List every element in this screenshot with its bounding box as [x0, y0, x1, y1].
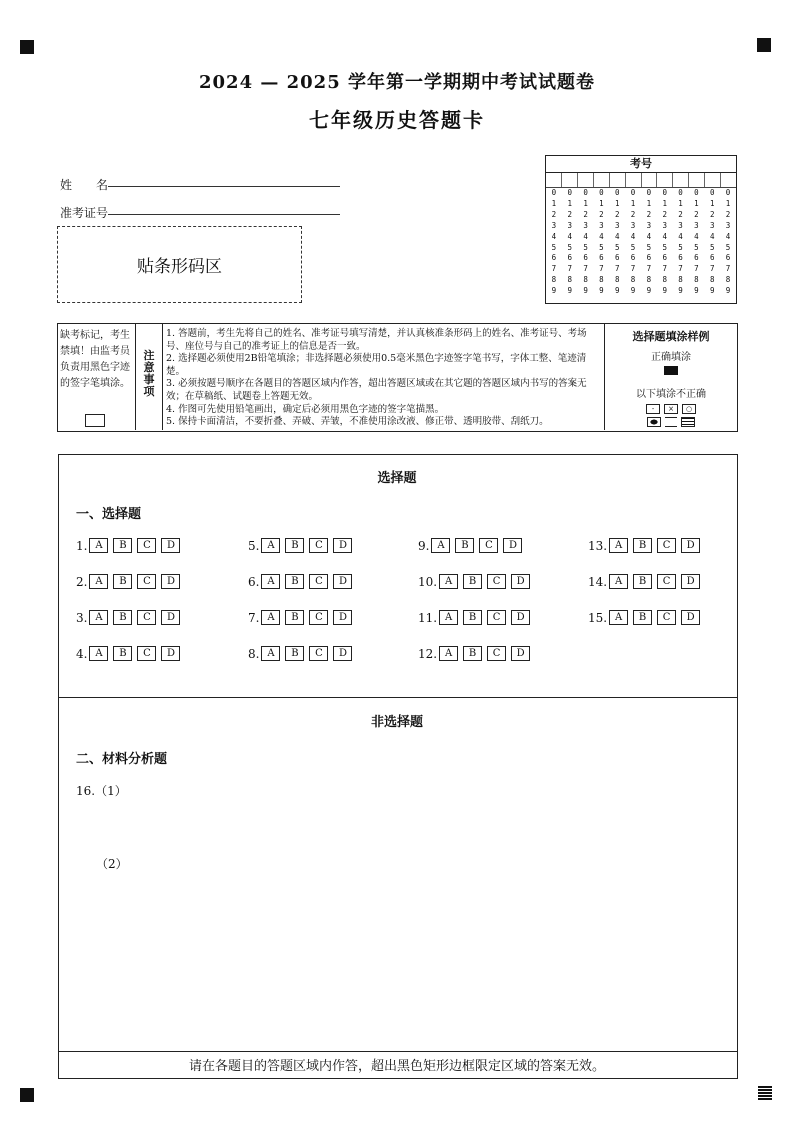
option-bubble-d[interactable]: D — [333, 538, 352, 553]
sample-correct-label: 正确填涂 — [651, 352, 691, 363]
question-number: 2. — [76, 574, 88, 589]
digit-bubble[interactable]: 0 — [646, 188, 652, 197]
question-number: 9. — [418, 538, 430, 553]
question-number: 14. — [588, 574, 608, 589]
digit-bubble[interactable]: 7 — [583, 264, 588, 274]
digit-bubble[interactable]: 2 — [694, 209, 699, 219]
digit-bubble[interactable]: 3 — [599, 220, 604, 230]
mc-question — [418, 538, 527, 553]
option-bubble-b[interactable]: B — [633, 574, 652, 589]
digit-bubble[interactable]: 2 — [646, 209, 652, 219]
option-bubble-c[interactable]: C — [309, 538, 328, 553]
digit-bubble[interactable]: 8 — [725, 275, 731, 285]
option-bubble-a[interactable]: A — [609, 538, 628, 553]
mc-question — [76, 646, 185, 661]
mc-question — [588, 574, 705, 589]
footer-divider — [58, 1051, 737, 1052]
question-number: 4. — [76, 646, 88, 661]
digit-bubble[interactable]: 3 — [646, 220, 652, 230]
digit-bubble[interactable]: 4 — [678, 231, 683, 241]
option-bubble-a[interactable]: A — [89, 646, 108, 661]
digit-bubble[interactable]: 6 — [583, 253, 588, 263]
digit-bubble[interactable]: 7 — [567, 264, 572, 274]
name-label: 姓 名 — [60, 178, 109, 192]
digit-bubble[interactable]: 8 — [646, 275, 652, 285]
question-number: 10. — [418, 574, 438, 589]
digit-bubble[interactable]: 3 — [725, 220, 731, 230]
digit-bubble[interactable]: 0 — [678, 188, 683, 197]
option-bubble-a[interactable]: A — [89, 610, 108, 625]
digit-bubble[interactable]: 6 — [630, 253, 636, 263]
divider — [162, 323, 163, 430]
option-bubble-d[interactable]: D — [333, 574, 352, 589]
digit-bubble[interactable]: 5 — [694, 242, 699, 252]
digit-bubble[interactable]: 2 — [567, 209, 572, 219]
digit-bubble[interactable]: 5 — [709, 242, 715, 252]
option-bubble-d[interactable]: D — [681, 610, 700, 625]
digit-bubble[interactable]: 4 — [551, 231, 557, 241]
digit-bubble[interactable]: 3 — [567, 220, 572, 230]
option-bubble-b[interactable]: B — [113, 574, 132, 589]
digit-bubble[interactable]: 6 — [662, 253, 667, 263]
option-bubble-d[interactable]: D — [333, 610, 352, 625]
digit-bubble[interactable]: 1 — [662, 198, 667, 208]
sample-title: 选择题填涂样例 — [632, 330, 710, 343]
digit-bubble[interactable]: 9 — [630, 286, 636, 296]
option-bubble-c[interactable]: C — [657, 610, 676, 625]
barcode-area — [57, 226, 302, 303]
digit-bubble[interactable]: 0 — [662, 188, 667, 197]
digit-bubble[interactable]: 7 — [694, 264, 699, 274]
instruction-item: 5. 保持卡面清洁，不要折叠、弄破、弄皱，不准使用涂改液、修正带、透明胶带、刮纸刀。 — [166, 416, 549, 428]
mc-question — [248, 574, 357, 589]
digit-bubble[interactable]: 3 — [583, 220, 588, 230]
option-bubble-b[interactable]: B — [463, 610, 482, 625]
digit-bubble[interactable]: 3 — [709, 220, 715, 230]
digit-bubble[interactable]: 8 — [630, 275, 636, 285]
option-bubble-d[interactable]: D — [503, 538, 522, 553]
barcode-area-label: 贴条形码区 — [137, 257, 222, 277]
digit-bubble[interactable]: 7 — [725, 264, 731, 274]
digit-bubble[interactable]: 0 — [551, 188, 557, 197]
mc-question — [248, 610, 357, 625]
mc-question — [76, 610, 185, 625]
digit-bubble[interactable]: 7 — [678, 264, 683, 274]
circle-mark-icon: ○ — [682, 404, 696, 414]
q16-part2-label: （2） — [96, 857, 128, 871]
section2-title: 非选择题 — [370, 715, 423, 730]
digit-bubble[interactable]: 2 — [709, 209, 715, 219]
digit-bubble[interactable]: 0 — [567, 188, 572, 197]
digit-bubble[interactable]: 2 — [599, 209, 604, 219]
digit-bubble[interactable]: 7 — [599, 264, 604, 274]
question-number: 12. — [418, 646, 438, 661]
section-divider — [58, 697, 737, 698]
instruction-item: 2. 选择题必须使用2B铅笔填涂；非选择题必须使用0.5毫米黑色字迹签字笔书写，字体工整、笔迹清楚。 — [166, 353, 587, 377]
digit-bubble[interactable]: 9 — [567, 286, 572, 296]
digit-bubble[interactable]: 6 — [599, 253, 604, 263]
digit-bubble[interactable]: 9 — [646, 286, 652, 296]
cross-mark-icon: × — [664, 404, 678, 414]
digit-bubble[interactable]: 0 — [614, 188, 620, 197]
digit-bubble[interactable]: 4 — [646, 231, 652, 241]
digit-bubble[interactable]: 4 — [599, 231, 604, 241]
card-subtitle: 七年级历史答题卡 — [309, 108, 485, 132]
digit-bubble[interactable]: 1 — [694, 198, 699, 208]
digit-bubble[interactable]: 6 — [725, 253, 731, 263]
incorrect-fill-icons-2 — [606, 416, 736, 427]
instruction-item: 1. 答题前，考生先将自己的姓名、准考证号填写清楚，并认真核准条形码上的姓名、准考证号、考场号、座位号与自己的准考证上的信息是否一致。 — [166, 328, 587, 352]
digit-bubble[interactable]: 5 — [630, 242, 636, 252]
digit-bubble[interactable]: 4 — [694, 231, 699, 241]
corner-mark-top-right — [757, 38, 771, 52]
option-bubble-b[interactable]: B — [113, 610, 132, 625]
question-number: 5. — [248, 538, 260, 553]
digit-bubble[interactable]: 4 — [583, 231, 588, 241]
absence-note: 缺考标记，考生禁填！由监考员负责用黑色字迹的签字笔填涂。 — [60, 330, 130, 389]
mc-question — [418, 646, 535, 661]
option-bubble-b[interactable]: B — [113, 646, 132, 661]
digit-bubble[interactable]: 5 — [662, 242, 667, 252]
digit-bubble[interactable]: 1 — [646, 198, 652, 208]
option-bubble-b[interactable]: B — [633, 538, 652, 553]
option-bubble-d[interactable]: D — [161, 538, 180, 553]
digit-bubble[interactable]: 2 — [583, 209, 588, 219]
digit-bubble[interactable]: 8 — [709, 275, 715, 285]
digit-bubble[interactable]: 4 — [567, 231, 572, 241]
option-bubble-a[interactable]: A — [89, 574, 108, 589]
digit-bubble[interactable]: 0 — [694, 188, 699, 197]
option-bubble-c[interactable]: C — [137, 538, 156, 553]
fill-sample — [606, 328, 736, 427]
exam-number-column[interactable] — [593, 188, 609, 297]
exam-title: 2024 — 2025 学年第一学期期中考试试题卷 — [199, 72, 595, 93]
mc-question — [418, 574, 535, 589]
option-bubble-c[interactable]: C — [309, 646, 328, 661]
digit-bubble[interactable]: 0 — [630, 188, 636, 197]
option-bubble-a[interactable]: A — [261, 574, 280, 589]
option-bubble-a[interactable]: A — [439, 610, 458, 625]
digit-bubble[interactable]: 7 — [614, 264, 620, 274]
option-bubble-d[interactable]: D — [161, 574, 180, 589]
digit-bubble[interactable]: 8 — [694, 275, 699, 285]
section1-subtitle: 一、选择题 — [76, 507, 142, 522]
digit-bubble[interactable]: 6 — [709, 253, 715, 263]
digit-bubble[interactable]: 1 — [678, 198, 683, 208]
digit-bubble[interactable]: 7 — [630, 264, 636, 274]
option-bubble-a[interactable]: A — [439, 646, 458, 661]
corner-mark-bottom-right — [758, 1086, 772, 1100]
digit-bubble[interactable]: 1 — [725, 198, 731, 208]
digit-bubble[interactable]: 1 — [630, 198, 636, 208]
option-bubble-a[interactable]: A — [261, 646, 280, 661]
partial-mark-icon — [665, 417, 677, 427]
digit-bubble[interactable]: 9 — [725, 286, 731, 296]
option-bubble-c[interactable]: C — [657, 538, 676, 553]
digit-bubble[interactable]: 2 — [725, 209, 731, 219]
corner-mark-bottom-left — [20, 1088, 34, 1102]
digit-bubble[interactable]: 2 — [678, 209, 683, 219]
option-bubble-b[interactable]: B — [463, 574, 482, 589]
section1-title: 选择题 — [377, 471, 417, 486]
digit-bubble[interactable]: 4 — [630, 231, 636, 241]
footer-note: 请在各题目的答题区域内作答，超出黑色矩形边框限定区域的答案无效。 — [188, 1059, 605, 1074]
exam-number-grid — [545, 155, 737, 304]
option-bubble-c[interactable]: C — [309, 574, 328, 589]
digit-bubble[interactable]: 8 — [678, 275, 683, 285]
digit-bubble[interactable]: 7 — [646, 264, 652, 274]
digit-bubble[interactable]: 5 — [646, 242, 652, 252]
question-number: 3. — [76, 610, 88, 625]
question-number: 11. — [418, 610, 438, 625]
exam-number-column[interactable] — [546, 188, 562, 297]
digit-bubble[interactable]: 5 — [583, 242, 588, 252]
digit-bubble[interactable]: 1 — [614, 198, 620, 208]
digit-bubble[interactable]: 9 — [709, 286, 715, 296]
section2-subtitle: 二、材料分析题 — [76, 752, 168, 767]
digit-bubble[interactable]: 9 — [551, 286, 557, 296]
q16-part1-label: 16.（1） — [76, 784, 127, 798]
mc-question — [248, 646, 357, 661]
option-bubble-d[interactable]: D — [161, 646, 180, 661]
option-bubble-a[interactable]: A — [261, 610, 280, 625]
digit-bubble[interactable]: 2 — [614, 209, 620, 219]
digit-bubble[interactable]: 2 — [551, 209, 557, 219]
exam-number-column[interactable] — [562, 188, 578, 297]
name-field[interactable] — [108, 186, 340, 187]
option-bubble-b[interactable]: B — [113, 538, 132, 553]
ticket-label: 准考证号 — [60, 206, 109, 220]
option-bubble-c[interactable]: C — [657, 574, 676, 589]
digit-bubble[interactable]: 1 — [599, 198, 604, 208]
exam-number-column[interactable] — [641, 188, 657, 297]
option-bubble-c[interactable]: C — [487, 574, 506, 589]
digit-bubble[interactable]: 9 — [614, 286, 620, 296]
option-bubble-b[interactable]: B — [633, 610, 652, 625]
digit-bubble[interactable]: 2 — [630, 209, 636, 219]
digit-bubble[interactable]: 0 — [599, 188, 604, 197]
instruction-item: 4. 作图可先使用铅笔画出，确定后必须用黑色字迹的签字笔描黑。 — [166, 403, 445, 415]
digit-bubble[interactable]: 5 — [614, 242, 620, 252]
digit-bubble[interactable]: 5 — [551, 242, 557, 252]
exam-number-column[interactable] — [657, 188, 673, 297]
digit-bubble[interactable]: 8 — [583, 275, 588, 285]
digit-bubble[interactable]: 3 — [551, 220, 557, 230]
question-number: 1. — [76, 538, 88, 553]
option-bubble-d[interactable]: D — [333, 646, 352, 661]
option-bubble-a[interactable]: A — [89, 538, 108, 553]
option-bubble-c[interactable]: C — [137, 646, 156, 661]
correct-fill-icon — [664, 366, 678, 375]
mc-question — [588, 610, 705, 625]
option-bubble-b[interactable]: B — [463, 646, 482, 661]
question-number: 13. — [588, 538, 608, 553]
instruction-item: 3. 必须按题号顺序在各题目的答题区域内作答，超出答题区域或在其它题的答题区域内书写的答案无效；在草稿纸、试题卷上答题无效。 — [166, 378, 587, 402]
option-bubble-b[interactable]: B — [285, 646, 304, 661]
digit-bubble[interactable]: 3 — [678, 220, 683, 230]
digit-bubble[interactable]: 7 — [709, 264, 715, 274]
option-bubble-b[interactable]: B — [455, 538, 474, 553]
digit-bubble[interactable]: 6 — [551, 253, 557, 263]
digit-bubble[interactable]: 5 — [678, 242, 683, 252]
digit-bubble[interactable]: 5 — [725, 242, 731, 252]
q16-answer-area[interactable] — [120, 800, 720, 1040]
question-number: 15. — [588, 610, 608, 625]
option-bubble-a[interactable]: A — [439, 574, 458, 589]
option-bubble-c[interactable]: C — [487, 646, 506, 661]
digit-bubble[interactable]: 4 — [662, 231, 667, 241]
ticket-number-field[interactable] — [108, 214, 340, 215]
mc-question — [588, 538, 705, 553]
digit-bubble[interactable]: 7 — [551, 264, 557, 274]
digit-bubble[interactable]: 9 — [583, 286, 588, 296]
exam-number-column[interactable] — [625, 188, 641, 297]
question-number: 7. — [248, 610, 260, 625]
question-number: 8. — [248, 646, 260, 661]
incorrect-fill-icons — [606, 403, 736, 414]
digit-bubble[interactable]: 8 — [599, 275, 604, 285]
exam-number-column[interactable] — [720, 188, 736, 297]
digit-bubble[interactable]: 6 — [646, 253, 652, 263]
option-bubble-c[interactable]: C — [309, 610, 328, 625]
digit-bubble[interactable]: 1 — [709, 198, 715, 208]
digit-bubble[interactable]: 8 — [551, 275, 557, 285]
option-bubble-c[interactable]: C — [479, 538, 498, 553]
dash-mark-icon: - — [646, 404, 660, 414]
option-bubble-b[interactable]: B — [285, 610, 304, 625]
digit-bubble[interactable]: 7 — [662, 264, 667, 274]
digit-bubble[interactable]: 9 — [694, 286, 699, 296]
option-bubble-d[interactable]: D — [681, 574, 700, 589]
digit-bubble[interactable]: 8 — [614, 275, 620, 285]
instructions-list — [166, 328, 602, 429]
mc-question — [76, 538, 185, 553]
exam-number-bubbles[interactable] — [546, 188, 736, 297]
digit-bubble[interactable]: 1 — [567, 198, 572, 208]
corner-mark-top-left — [20, 40, 34, 54]
digit-bubble[interactable]: 0 — [583, 188, 588, 197]
exam-number-column[interactable] — [673, 188, 689, 297]
digit-bubble[interactable]: 9 — [662, 286, 667, 296]
question-number: 6. — [248, 574, 260, 589]
digit-bubble[interactable]: 1 — [583, 198, 588, 208]
digit-bubble[interactable]: 3 — [614, 220, 620, 230]
digit-bubble[interactable]: 4 — [709, 231, 715, 241]
mc-question — [418, 610, 535, 625]
option-bubble-d[interactable]: D — [511, 646, 530, 661]
digit-bubble[interactable]: 2 — [662, 209, 667, 219]
option-bubble-a[interactable]: A — [609, 574, 628, 589]
digit-bubble[interactable]: 3 — [662, 220, 667, 230]
mc-question — [248, 538, 357, 553]
absence-mark-box[interactable] — [85, 414, 105, 427]
digit-bubble[interactable]: 9 — [678, 286, 683, 296]
exam-number-write-row[interactable] — [546, 173, 736, 188]
exam-number-column[interactable] — [704, 188, 720, 297]
digit-bubble[interactable]: 3 — [630, 220, 636, 230]
option-bubble-b[interactable]: B — [285, 538, 304, 553]
digit-bubble[interactable]: 0 — [725, 188, 731, 197]
digit-bubble[interactable]: 9 — [599, 286, 604, 296]
digit-bubble[interactable]: 3 — [694, 220, 699, 230]
option-bubble-d[interactable]: D — [161, 610, 180, 625]
digit-bubble[interactable]: 8 — [662, 275, 667, 285]
option-bubble-d[interactable]: D — [681, 538, 700, 553]
digit-bubble[interactable]: 6 — [614, 253, 620, 263]
option-bubble-c[interactable]: C — [137, 574, 156, 589]
option-bubble-a[interactable]: A — [609, 610, 628, 625]
attention-label: 注意事项 — [143, 349, 155, 398]
option-bubble-a[interactable]: A — [431, 538, 450, 553]
option-bubble-a[interactable]: A — [261, 538, 280, 553]
option-bubble-b[interactable]: B — [285, 574, 304, 589]
divider — [135, 323, 136, 430]
option-bubble-d[interactable]: D — [511, 610, 530, 625]
option-bubble-c[interactable]: C — [487, 610, 506, 625]
option-bubble-c[interactable]: C — [137, 610, 156, 625]
digit-bubble[interactable]: 8 — [567, 275, 572, 285]
digit-bubble[interactable]: 6 — [694, 253, 699, 263]
sample-incorrect-label: 以下填涂不正确 — [636, 389, 706, 400]
digit-bubble[interactable]: 4 — [614, 231, 620, 241]
digit-bubble[interactable]: 6 — [678, 253, 683, 263]
digit-bubble[interactable]: 0 — [709, 188, 715, 197]
divider — [604, 323, 605, 430]
dot-mark-icon — [647, 417, 661, 427]
digit-bubble[interactable]: 5 — [567, 242, 572, 252]
option-bubble-d[interactable]: D — [511, 574, 530, 589]
digit-bubble[interactable]: 6 — [567, 253, 572, 263]
exam-number-column[interactable] — [609, 188, 625, 297]
exam-number-label: 考号 — [546, 156, 736, 173]
digit-bubble[interactable]: 1 — [551, 198, 557, 208]
digit-bubble[interactable]: 4 — [725, 231, 731, 241]
exam-number-column[interactable] — [578, 188, 594, 297]
exam-number-column[interactable] — [688, 188, 704, 297]
mc-question — [76, 574, 185, 589]
striped-mark-icon — [681, 417, 695, 427]
digit-bubble[interactable]: 5 — [599, 242, 604, 252]
